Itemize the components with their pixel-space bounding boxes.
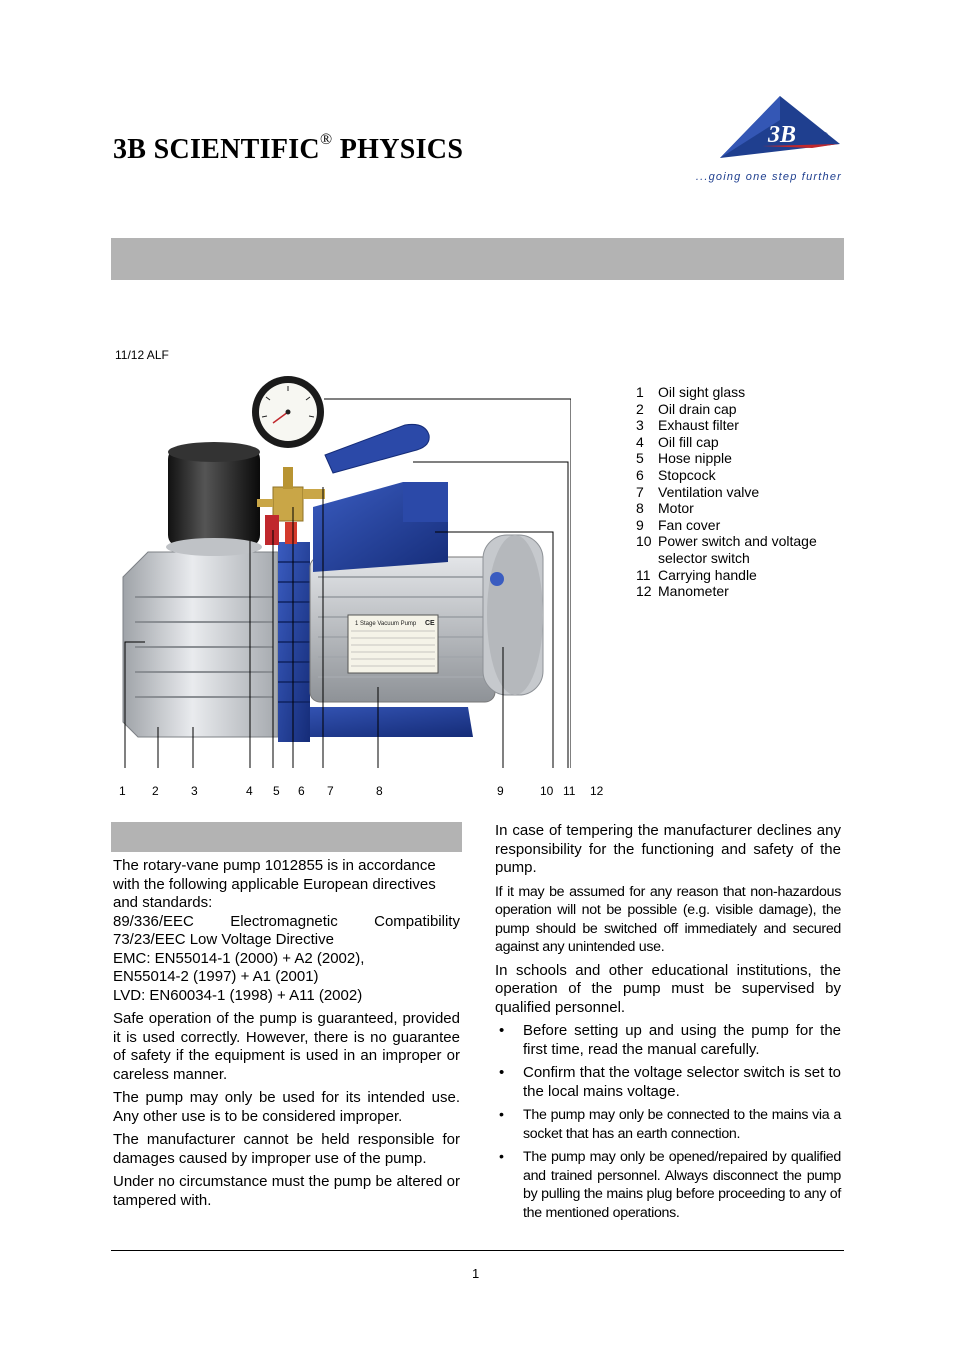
callout-number: 1 <box>119 784 126 798</box>
logo-text: 3B <box>768 122 797 148</box>
callout-number: 6 <box>298 784 305 798</box>
brand-title <box>113 130 464 166</box>
callout-number: 3 <box>191 784 198 798</box>
bullet-item <box>495 1022 841 1059</box>
bullet-icon: • <box>499 1107 504 1123</box>
legend-label: Hose nipple <box>658 450 732 467</box>
legend-label: Stopcock <box>658 466 716 483</box>
standard-line: LVD: EN60034-1 (1998) + A11 (2002) <box>113 986 363 1004</box>
brand-main: 3B SCIENTIFIC <box>113 134 320 165</box>
bullet-icon: • <box>499 1022 505 1039</box>
intended-use-paragraph: The pump may only be used for its intended use. Any other use is to be considered improper. <box>113 1089 460 1125</box>
legend-item <box>636 500 846 517</box>
tempering-paragraph: In case of tempering the manufacturer declines any responsibility for the functioning and safety of the pump. <box>495 822 841 876</box>
logo-reg-mark: ® <box>822 131 828 140</box>
document-code: 11/12 ALF <box>115 348 169 362</box>
left-text-column <box>113 857 460 1215</box>
standard-text: Electromagnetic <box>230 912 338 930</box>
callout-number: 9 <box>497 784 504 798</box>
legend-number: 11 <box>636 566 651 583</box>
intro-paragraph: The rotary-vane pump 1012855 is in accordance with the following applicable European directives and standards: <box>113 857 436 911</box>
callout-number: 2 <box>152 784 159 798</box>
callout-number: 4 <box>246 784 253 798</box>
callout-number: 7 <box>327 784 334 798</box>
title-bar <box>111 238 844 280</box>
legend-item <box>636 450 846 467</box>
legend-item <box>636 484 846 501</box>
legend-number: 7 <box>636 483 644 500</box>
standard-line: EN55014-2 (1997) + A1 (2001) <box>113 968 319 985</box>
bullet-icon: • <box>499 1149 504 1165</box>
legend-label: selector switch <box>658 549 750 566</box>
callout-number: 12 <box>590 784 604 798</box>
legend-label: Manometer <box>658 583 729 600</box>
legend-number: 9 <box>636 516 644 533</box>
vacuum-pump-illustration <box>113 367 571 768</box>
legend-label: Ventilation valve <box>658 483 760 500</box>
bullet-item <box>495 1064 841 1101</box>
bullet-text: The pump may only be opened/repaired by qualified and trained personnel. Always disconnect the pump by pulling the mains plug before proceeding to any of the mentioned operations. <box>523 1149 841 1221</box>
legend-item <box>636 567 846 584</box>
bullet-text: Before setting up and using the pump for the first time, read the manual carefully. <box>523 1022 841 1058</box>
legend-label: Power switch and voltage <box>658 533 817 550</box>
legend-number: 5 <box>636 450 644 467</box>
parts-legend <box>636 384 846 600</box>
legend-number: 1 <box>636 384 644 400</box>
bullet-icon: • <box>499 1064 505 1081</box>
legend-item <box>636 517 846 534</box>
nameplate-title: 1 Stage Vacuum Pump <box>355 621 417 627</box>
legend-item <box>636 583 846 600</box>
legend-label: Oil sight glass <box>658 384 746 400</box>
callout-number-row <box>113 784 613 800</box>
callout-number: 5 <box>273 784 280 798</box>
legend-number: 12 <box>636 583 652 600</box>
legend-item <box>636 417 846 434</box>
bullet-text: Confirm that the voltage selector switch is set to the local mains voltage. <box>523 1064 841 1100</box>
legend-item <box>636 384 846 401</box>
legend-item <box>636 533 846 550</box>
logo-triangle-icon <box>672 84 848 190</box>
callout-number: 8 <box>376 784 383 798</box>
callout-number: 10 <box>540 784 554 798</box>
legend-item <box>636 401 846 418</box>
legend-number: 4 <box>636 433 644 450</box>
page-number: 1 <box>472 1266 480 1281</box>
logo-tagline: ...going one step further <box>695 171 842 183</box>
tamper-paragraph: Under no circumstance must the pump be altered or tampered with. <box>113 1173 460 1209</box>
safety-paragraph: Safe operation of the pump is guaranteed, provided it is used correctly. However, there is no guarantee of safety if the equipment is used in an improper or careless manner. <box>113 1010 460 1083</box>
legend-number: 6 <box>636 466 644 483</box>
legend-number: 3 <box>636 417 644 434</box>
legend-number <box>636 550 658 567</box>
liability-paragraph: The manufacturer cannot be held responsible for damages caused by improper use of the pump. <box>113 1131 460 1167</box>
hazard-paragraph: If it may be assumed for any reason that non-hazardous operation will not be possible (e.g. visible damage), the pump should be switched off immediately and secured against any unintended use. <box>495 883 841 955</box>
brand-tail: PHYSICS <box>332 134 464 165</box>
standard-line <box>113 913 460 932</box>
bullet-text: The pump may only be connected to the mains via a socket that has an earth connection. <box>523 1107 841 1142</box>
pump-photo <box>113 367 571 768</box>
safety-bullet-list <box>495 1022 841 1222</box>
legend-item <box>636 434 846 451</box>
legend-item <box>636 550 846 567</box>
legend-label: Exhaust filter <box>658 417 739 434</box>
legend-label: Fan cover <box>658 516 721 533</box>
schools-paragraph: In schools and other educational institutions, the operation of the pump must be supervised by qualified personnel. <box>495 961 841 1016</box>
bullet-item <box>495 1148 841 1222</box>
company-logo <box>672 84 848 190</box>
legend-label: Motor <box>658 500 694 517</box>
legend-item <box>636 467 846 484</box>
legend-number: 2 <box>636 400 644 417</box>
standard-text: 89/336/EEC <box>113 912 194 930</box>
standard-line: 73/23/EEC Low Voltage Directive <box>113 931 334 948</box>
legend-label: Carrying handle <box>658 566 757 583</box>
bullet-item <box>495 1106 841 1143</box>
legend-number: 10 <box>636 533 652 550</box>
legend-label: Oil drain cap <box>658 400 737 417</box>
footer-divider <box>111 1250 844 1251</box>
standard-text: Compatibility <box>374 912 460 930</box>
section-heading-bar <box>111 822 462 852</box>
right-text-column <box>495 822 841 1227</box>
legend-label: Oil fill cap <box>658 433 719 450</box>
legend-number: 8 <box>636 500 644 517</box>
callout-number: 11 <box>563 784 576 798</box>
nameplate-ce-mark: CE <box>425 620 435 627</box>
standard-line: EMC: EN55014-1 (2000) + A2 (2002), <box>113 949 365 967</box>
registered-mark: ® <box>319 130 333 148</box>
